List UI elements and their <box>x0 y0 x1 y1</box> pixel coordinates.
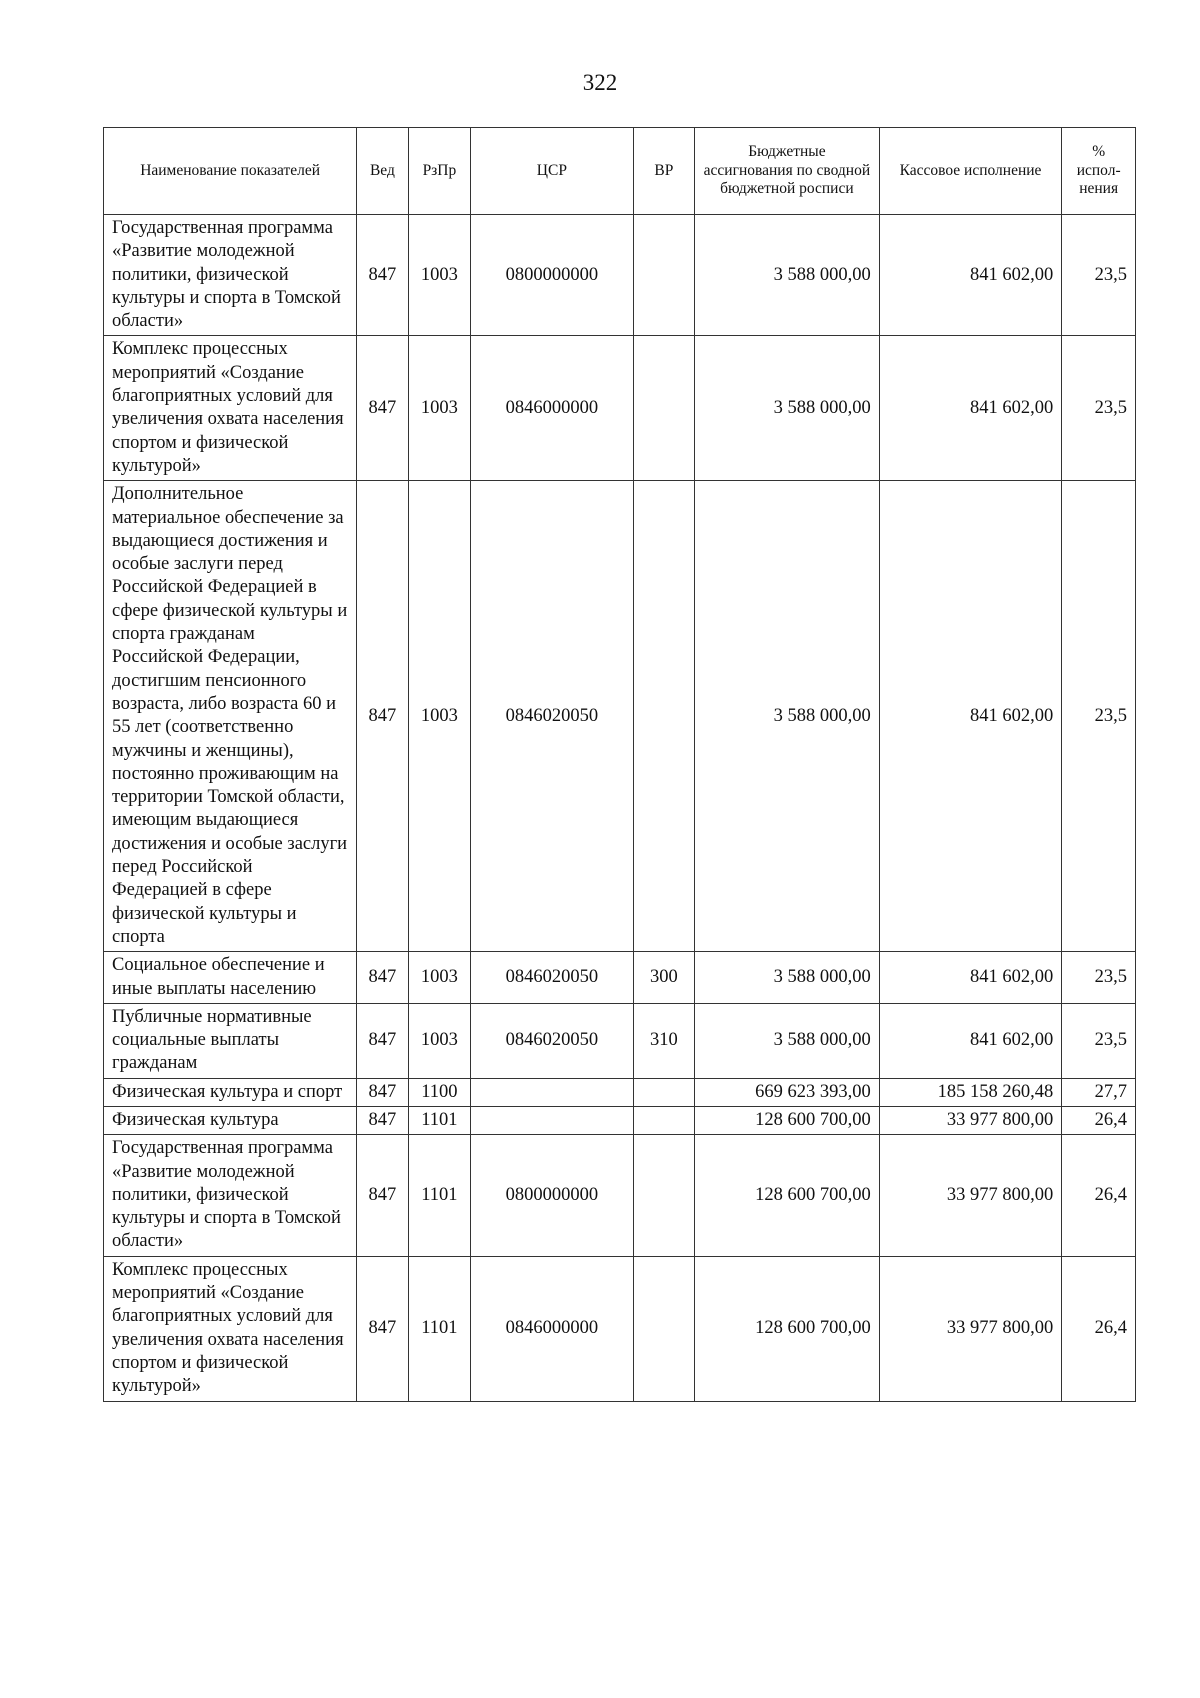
cell-rzpr: 1100 <box>408 1078 471 1106</box>
cell-vr <box>633 481 695 952</box>
cell-name: Комплекс процессных мероприятий «Создание благоприятных условий для увеличения охвата населения спортом и физической культурой» <box>104 1256 357 1401</box>
cell-rzpr: 1003 <box>408 481 471 952</box>
cell-rzpr: 1101 <box>408 1106 471 1134</box>
cell-budget: 669 623 393,00 <box>695 1078 880 1106</box>
table-row <box>104 215 1136 336</box>
table-row <box>104 1106 1136 1134</box>
cell-budget: 3 588 000,00 <box>695 481 880 952</box>
header-csr: ЦСР <box>471 128 633 215</box>
cell-percent: 26,4 <box>1062 1256 1136 1401</box>
cell-cash: 33 977 800,00 <box>879 1135 1062 1256</box>
cell-vr <box>633 1135 695 1256</box>
cell-cash: 185 158 260,48 <box>879 1078 1062 1106</box>
cell-name: Социальное обеспечение и иные выплаты населению <box>104 952 357 1004</box>
cell-percent: 26,4 <box>1062 1106 1136 1134</box>
cell-ved: 847 <box>357 1078 408 1106</box>
table-row <box>104 1256 1136 1401</box>
cell-percent: 23,5 <box>1062 481 1136 952</box>
cell-name: Дополнительное материальное обеспечение за выдающиеся достижения и особые заслуги перед Российской Федерацией в сфере физической культуры и спорта гражданам Российской Федерации, достигшим пенсионного возраста, либо возраста 60 и 55 лет (соответственно мужчины и женщины), постоянно проживающим на территории Томской области, имеющим выдающиеся достижения и особые заслуги перед Российской Федерацией в сфере физической культуры и спорта <box>104 481 357 952</box>
cell-name: Физическая культура <box>104 1106 357 1134</box>
cell-ved: 847 <box>357 1256 408 1401</box>
cell-csr <box>471 1078 633 1106</box>
page-number: 322 <box>582 70 618 95</box>
cell-percent: 23,5 <box>1062 952 1136 1004</box>
table-row <box>104 481 1136 952</box>
cell-name: Государственная программа «Развитие молодежной политики, физической культуры и спорта в Томской области» <box>104 215 357 336</box>
cell-vr <box>633 1078 695 1106</box>
cell-csr: 0846020050 <box>471 952 633 1004</box>
header-rzpr: РзПр <box>408 128 471 215</box>
table-row <box>104 1003 1136 1078</box>
cell-cash: 841 602,00 <box>879 215 1062 336</box>
cell-vr <box>633 215 695 336</box>
cell-csr: 0846020050 <box>471 1003 633 1078</box>
cell-rzpr: 1101 <box>408 1256 471 1401</box>
cell-rzpr: 1003 <box>408 336 471 481</box>
cell-percent: 23,5 <box>1062 215 1136 336</box>
cell-name: Государственная программа «Развитие молодежной политики, физической культуры и спорта в Томской области» <box>104 1135 357 1256</box>
cell-budget: 128 600 700,00 <box>695 1135 880 1256</box>
cell-vr: 300 <box>633 952 695 1004</box>
table-row <box>104 336 1136 481</box>
cell-ved: 847 <box>357 336 408 481</box>
cell-ved: 847 <box>357 952 408 1004</box>
cell-name: Публичные нормативные социальные выплаты гражданам <box>104 1003 357 1078</box>
header-budget: Бюджетные ассигнования по сводной бюджетной росписи <box>695 128 880 215</box>
cell-csr: 0800000000 <box>471 215 633 336</box>
cell-csr: 0846000000 <box>471 1256 633 1401</box>
cell-rzpr: 1003 <box>408 952 471 1004</box>
cell-percent: 26,4 <box>1062 1135 1136 1256</box>
cell-csr: 0846020050 <box>471 481 633 952</box>
header-percent: % испол-нения <box>1062 128 1136 215</box>
cell-ved: 847 <box>357 481 408 952</box>
cell-budget: 3 588 000,00 <box>695 1003 880 1078</box>
cell-cash: 841 602,00 <box>879 336 1062 481</box>
cell-ved: 847 <box>357 215 408 336</box>
cell-vr <box>633 336 695 481</box>
cell-csr: 0846000000 <box>471 336 633 481</box>
header-vr: ВР <box>633 128 695 215</box>
cell-budget: 128 600 700,00 <box>695 1256 880 1401</box>
cell-cash: 841 602,00 <box>879 481 1062 952</box>
cell-vr: 310 <box>633 1003 695 1078</box>
cell-name: Комплекс процессных мероприятий «Создание благоприятных условий для увеличения охвата населения спортом и физической культурой» <box>104 336 357 481</box>
header-name: Наименование показателей <box>104 128 357 215</box>
table-header-row <box>104 128 1136 215</box>
cell-csr <box>471 1106 633 1134</box>
header-ved: Вед <box>357 128 408 215</box>
cell-rzpr: 1003 <box>408 215 471 336</box>
cell-csr: 0800000000 <box>471 1135 633 1256</box>
budget-execution-table <box>103 127 1136 1402</box>
cell-name: Физическая культура и спорт <box>104 1078 357 1106</box>
cell-vr <box>633 1106 695 1134</box>
cell-rzpr: 1101 <box>408 1135 471 1256</box>
cell-budget: 128 600 700,00 <box>695 1106 880 1134</box>
cell-rzpr: 1003 <box>408 1003 471 1078</box>
cell-ved: 847 <box>357 1106 408 1134</box>
cell-percent: 27,7 <box>1062 1078 1136 1106</box>
cell-ved: 847 <box>357 1135 408 1256</box>
cell-cash: 33 977 800,00 <box>879 1256 1062 1401</box>
cell-percent: 23,5 <box>1062 336 1136 481</box>
cell-budget: 3 588 000,00 <box>695 336 880 481</box>
cell-ved: 847 <box>357 1003 408 1078</box>
table-row <box>104 1135 1136 1256</box>
header-cash: Кассовое исполнение <box>879 128 1062 215</box>
cell-cash: 841 602,00 <box>879 952 1062 1004</box>
cell-budget: 3 588 000,00 <box>695 952 880 1004</box>
cell-cash: 841 602,00 <box>879 1003 1062 1078</box>
table-row <box>104 952 1136 1004</box>
cell-budget: 3 588 000,00 <box>695 215 880 336</box>
cell-vr <box>633 1256 695 1401</box>
table-row <box>104 1078 1136 1106</box>
cell-percent: 23,5 <box>1062 1003 1136 1078</box>
cell-cash: 33 977 800,00 <box>879 1106 1062 1134</box>
